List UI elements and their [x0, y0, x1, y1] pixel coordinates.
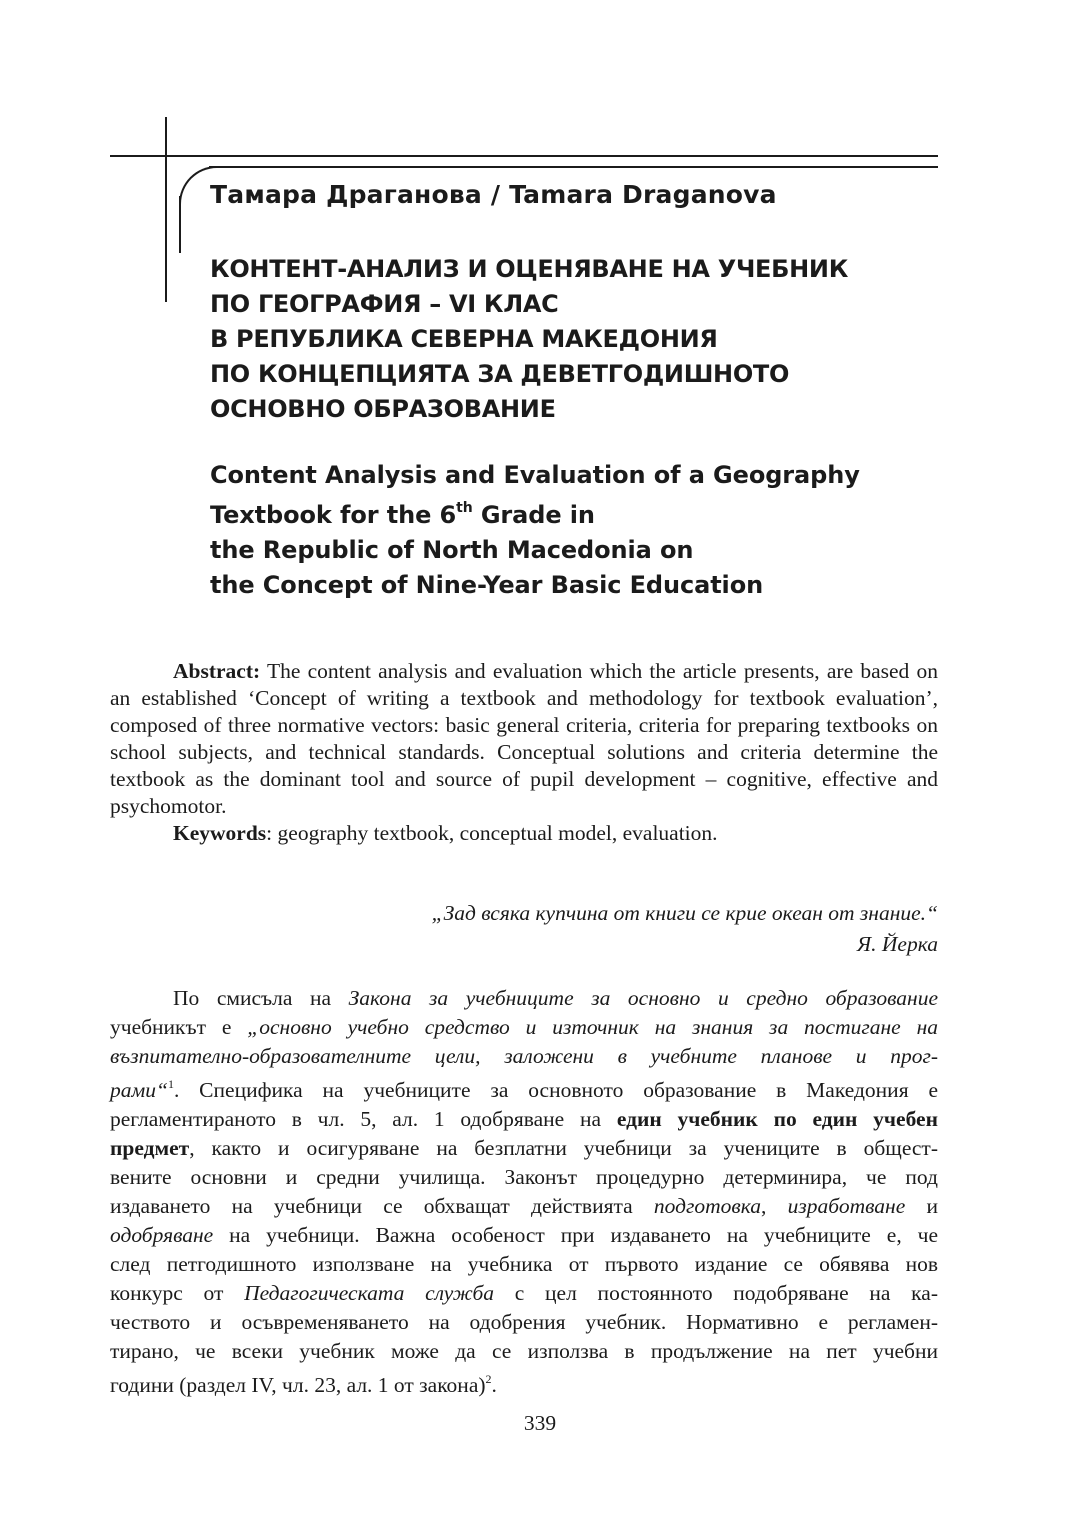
body-line: регламентираното в чл. 5, ал. 1 одобряване на един учебник по един учебен — [110, 1107, 938, 1132]
body-line: учебникът е „основно учебно средство и източник на знания за постигане на — [110, 1015, 939, 1039]
title-bg-line: ОСНОВНО ОБРАЗОВАНИЕ — [210, 395, 556, 423]
body-line: издаването на учебници се обхващат действията подготовка, изработване и — [110, 1194, 938, 1219]
keywords-paragraph: Keywords: geography textbook, conceptual model, evaluation. — [173, 821, 718, 845]
body-line: вените основни и средни училища. Законът процедурно детерминира, че под — [110, 1165, 938, 1190]
body-line: години (раздел IV, чл. 23, ал. 1 от закона)$^2$. — [110, 1372, 497, 1398]
epigraph-quote: „Зад всяка купчина от книги се крие океан от знание.“ — [431, 901, 938, 925]
body-line: рами“$^1$. Специфика на учебниците за основното образование в Македония е — [110, 1077, 938, 1103]
body-line: конкурс от Педагогическата служба с цел постоянното подобряване на ка- — [110, 1281, 938, 1306]
body-line: тирано, че всеки учебник може да се използва в продължение на пет учебни — [110, 1339, 938, 1364]
decorative-top-line — [209, 166, 938, 168]
author-line: Тамара Драганова / Tamara Draganova — [210, 180, 777, 209]
body-paragraph — [110, 984, 938, 1400]
abstract — [110, 658, 938, 847]
epigraph — [110, 898, 938, 960]
title-bg-line: ПО КОНЦЕПЦИЯТА ЗА ДЕВЕТГОДИШНОТО — [210, 360, 790, 388]
title-bg-line: ПО ГЕОГРАФИЯ – VI КЛАС — [210, 290, 559, 318]
decorative-vertical-line — [179, 196, 181, 253]
title-bg-line: КОНТЕНТ-АНАЛИЗ И ОЦЕНЯВАНЕ НА УЧЕБНИК — [210, 255, 849, 283]
body-line: предмет, както и осигуряване на безплатни учебници за учениците в общест- — [110, 1136, 938, 1161]
title-en-line: the Republic of North Macedonia on — [210, 536, 694, 564]
abstract-paragraph: Abstract: The content analysis and evaluation which the article presents, are based on an established ‘Concept of writing a textbook and methodology for textbook evaluation’, composed of three normative vectors: basic general criteria, criteria for preparing textbooks on school subjects, and technical standards. Conceptual solutions and criteria determine the textbook as the dominant tool and source of pupil development – cognitive, effective and psychomotor. — [110, 659, 938, 818]
title-english — [210, 458, 950, 603]
title-en-line: Content Analysis and Evaluation of a Geography — [210, 461, 860, 489]
body-line: По смисъла на Закона за учебниците за основно и средно образование — [173, 986, 938, 1010]
keywords-label: Keywords — [173, 821, 267, 845]
crop-mark-horizontal — [110, 155, 938, 157]
body-line: чеството и осъвременяването на одобрения учебник. Нормативно е регламен- — [110, 1310, 938, 1335]
epigraph-attribution: Я. Йерка — [857, 932, 938, 956]
page-number: 339 — [523, 1411, 557, 1435]
body-line: одобряване на учебници. Важна особеност при издаването на учебниците е, че — [110, 1223, 938, 1248]
abstract-label: Abstract: — [173, 659, 261, 683]
crop-mark-vertical — [165, 117, 167, 302]
title-bg-line: В РЕПУБЛИКА СЕВЕРНА МАКЕДОНИЯ — [210, 325, 718, 353]
body-line: възпитателно-образователните цели, заложени в учебните планове и прог- — [110, 1044, 938, 1068]
title-bulgarian — [210, 252, 950, 427]
title-en-line: Textbook for the 6th Grade in — [210, 500, 595, 529]
title-en-line: the Concept of Nine-Year Basic Education — [210, 571, 764, 599]
body-line: след петгодишното използване на учебника от първото издание се обявява нов — [110, 1252, 938, 1277]
